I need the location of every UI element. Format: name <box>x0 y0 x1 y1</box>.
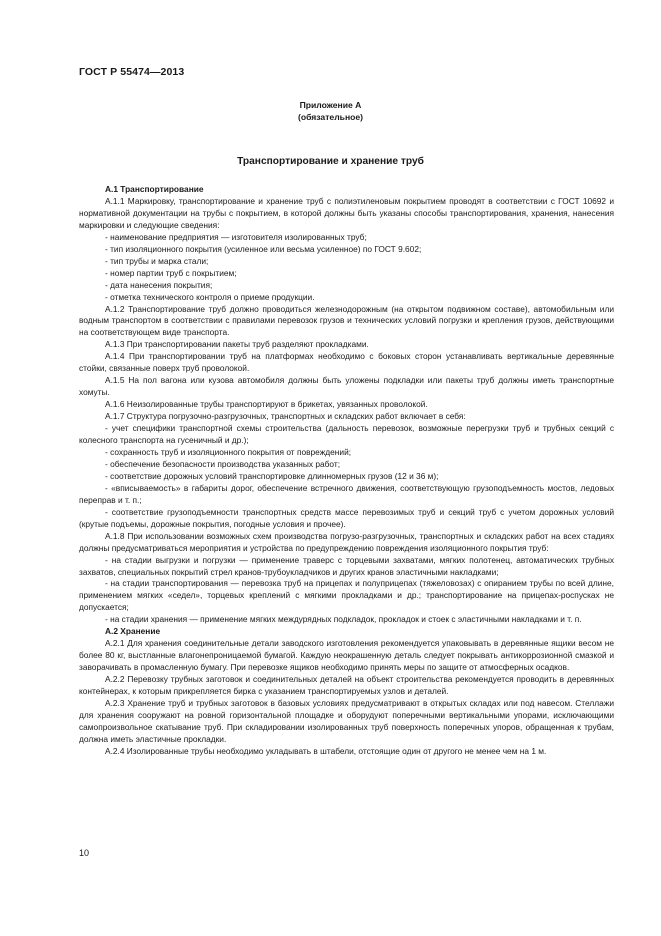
paragraph: - на стадии выгрузки и погрузки — применение траверс с торцевыми захватами, мягких полотенец, автоматических трубных захватов, специальных покрытий стрел кранов-трубоукладчиков и других кранов эластичными накладками; <box>79 554 614 577</box>
document-body <box>79 184 614 758</box>
paragraph: - обеспечение безопасности производства указанных работ; <box>105 458 341 469</box>
paragraph: А.1.2 Транспортирование труб должно проводиться железнодорожным (на открытом подвижном составе), автомобильным или водным транспортом в соответствии с правилами перевозок грузов и технических условий погрузки и крепления грузов, действующими на соответствующем виде транспорта. <box>79 303 614 338</box>
section-heading: А.1 Транспортирование <box>105 184 204 194</box>
paragraph: - «вписываемость» в габариты дорог, обеспечение встречного движения, соответствующую грузоподъемность мостов, ледовых переправ и т. п.; <box>79 482 614 505</box>
paragraph: - сохранность труб и изоляционного покрытия от повреждений; <box>105 446 352 457</box>
document-code: ГОСТ Р 55474—2013 <box>79 66 185 78</box>
paragraph: - наименование предприятия — изготовителя изолированных труб; <box>105 231 367 242</box>
section-heading: А.2 Хранение <box>105 626 161 637</box>
paragraph: А.1.8 При использовании возможных схем производства погрузо-разгрузочных, транспортных и складских работ на всех стадиях должны предусматриваться мероприятия и устройства по предупреждению повреждения изоляционного покрытия труб: <box>79 530 614 553</box>
paragraph: А.2.3 Хранение труб и трубных заготовок в базовых условиях предусматривают в открытых складах или под навесом. Стеллажи для хранения сооружают на ровной горизонтальной площадке и оборудуют поперечными вертикальными упорами, исключающими самопроизвольное скатывание труб. При складировании изолированных труб поверхность поперечных упоров, обращенная к трубам, должна иметь эластичные прокладки. <box>79 697 614 744</box>
paragraph: А.1.3 При транспортировании пакеты труб разделяют прокладками. <box>105 339 369 350</box>
paragraph: А.2.4 Изолированные трубы необходимо укладывать в штабели, отстоящие один от другого не менее чем на 1 м. <box>105 745 547 756</box>
annex-heading <box>0 99 661 123</box>
paragraph: - учет специфики транспортной схемы строительства (дальность перевозок, возможные перегрузки труб и трубных секций с колесного транспорта на гусеничный и др.); <box>79 423 614 446</box>
paragraph: А.2.2 Перевозку трубных заготовок и соединительных деталей на объект строительства рекомендуется проводить в деревянных контейнерах, к которым прикрепляется бирка с указанием транспортируемых узлов и деталей. <box>79 674 614 697</box>
page-number: 10 <box>79 848 90 858</box>
paragraph: А.1.7 Структура погрузочно-разгрузочных, транспортных и складских работ включает в себя: <box>105 411 466 422</box>
paragraph: - тип трубы и марка стали; <box>105 255 209 266</box>
paragraph: - дата нанесения покрытия; <box>105 279 213 290</box>
paragraph: - на стадии транспортирования — перевозка труб на прицепах и полуприцепах (тяжеловозах) с опиранием трубы по всей длине, применением мягких «седел», торцевых креплений с мягкими прокладками и др.; транспортирование на прицепах-роспусках не допускается; <box>79 578 614 613</box>
paragraph: - соответствие дорожных условий транспортировке длинномерных грузов (12 и 36 м); <box>105 470 439 481</box>
paragraph: - тип изоляционного покрытия (усиленное или весьма усиленное) по ГОСТ 9.602; <box>105 243 422 254</box>
annex-status: (обязательное) <box>297 112 364 122</box>
paragraph: - соответствие грузоподъемности транспортных средств массе перевозимых труб и секций труб с учетом дорожных условий (крутые подъемы, дорожные покрытия, погодные условия и прочее). <box>79 506 614 529</box>
paragraph: - на стадии хранения — применение мягких междурядных подкладок, прокладок и стоек с эластичными накладками и т. п. <box>105 614 582 625</box>
paragraph: А.1.5 На пол вагона или кузова автомобиля должны быть уложены подкладки или пакеты труб должны иметь транспортные хомуты. <box>79 375 614 398</box>
paragraph: А.1.1 Маркировку, транспортирование и хранение труб с полиэтиленовым покрытием проводят в соответствии с ГОСТ 10692 и нормативной документации на трубы с покрытием, в которой должны быть указаны способы транспортирования, хранения, нанесения маркировки и следующие сведения: <box>79 195 614 230</box>
annex-label: Приложение А <box>299 100 362 110</box>
annex-title: Транспортирование и хранение труб <box>237 156 424 167</box>
paragraph: А.1.4 При транспортировании труб на платформах необходимо с боковых сторон устанавливать вертикальные деревянные стойки, связанные поверх труб проволокой. <box>79 351 614 374</box>
paragraph: А.1.6 Неизолированные трубы транспортируют в брикетах, увязанных проволокой. <box>105 399 428 410</box>
paragraph: А.2.1 Для хранения соединительные детали заводского изготовления рекомендуется упаковывать в деревянные ящики весом не более 80 кг, выстланные влагонепроницаемой бумагой. Каждую неокрашенную деталь следует покрывать антикоррозионной смазкой и заворачивать в промасленную бумагу. При перевозке ящиков необходимо принять меры по защите от атмосферных осадков. <box>79 638 614 673</box>
paragraph: - номер партии труб с покрытием; <box>105 267 237 278</box>
paragraph: - отметка технического контроля о приеме продукции. <box>105 291 315 302</box>
